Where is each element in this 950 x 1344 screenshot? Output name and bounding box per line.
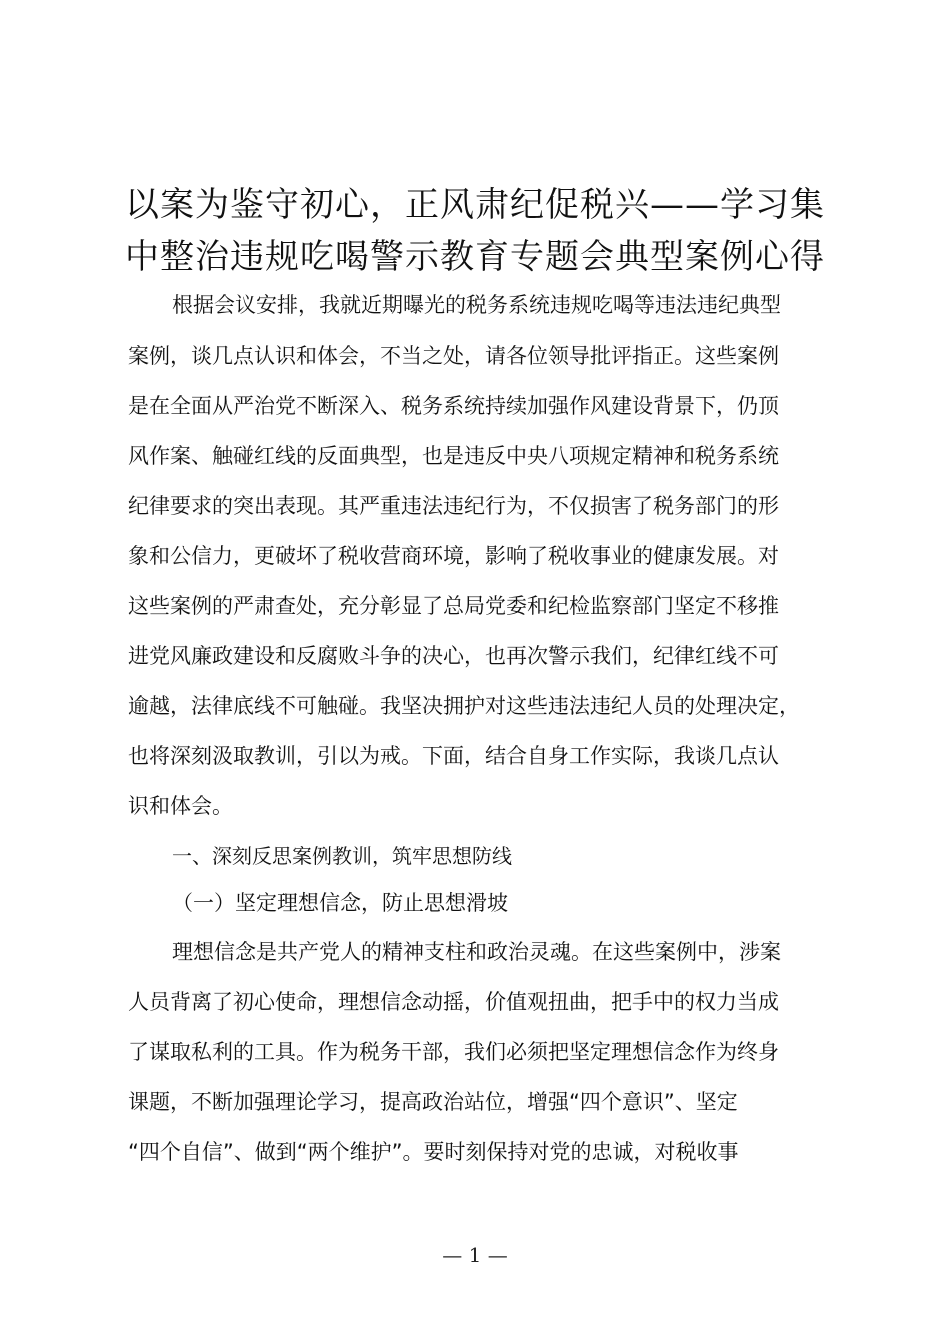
- paragraph-1-line: 风作案、触碰红线的反面典型，也是违反中央八项规定精神和税务系统: [128, 444, 779, 468]
- paragraph-2-line: 课题，不断加强理论学习，提高政治站位，增强“四个意识”、坚定: [128, 1090, 738, 1114]
- paragraph-2-line: 人员背离了初心使命，理想信念动摇，价值观扭曲，把手中的权力当成: [128, 990, 779, 1014]
- paragraph-1-line: 根据会议安排，我就近期曝光的税务系统违规吃喝等违法违纪典型: [172, 293, 781, 317]
- paragraph-1-line: 案例，谈几点认识和体会，不当之处，请各位领导批评指正。这些案例: [128, 344, 779, 368]
- paragraph-1-line: 是在全面从严治党不断深入、税务系统持续加强作风建设背景下，仍顶: [128, 394, 779, 418]
- section-heading: 一、深刻反思案例教训，筑牢思想防线: [172, 844, 512, 868]
- paragraph-2-line: 了谋取私利的工具。作为税务干部，我们必须把坚定理想信念作为终身: [128, 1040, 779, 1064]
- paragraph-1-line: 纪律要求的突出表现。其严重违法违纪行为，不仅损害了税务部门的形: [128, 494, 779, 518]
- subsection-heading: （一）坚定理想信念，防止思想滑坡: [172, 891, 508, 915]
- paragraph-1-line: 逾越，法律底线不可触碰。我坚决拥护对这些违法违纪人员的处理决定，: [128, 694, 800, 718]
- paragraph-1-line: 识和体会。: [128, 794, 233, 818]
- document-title-line-1: 以案为鉴守初心，正风肃纪促税兴——学习集: [125, 185, 825, 225]
- paragraph-1-line: 进党风廉政建设和反腐败斗争的决心，也再次警示我们，纪律红线不可: [128, 644, 779, 668]
- page-number: — 1 —: [442, 1243, 508, 1267]
- paragraph-1-line: 这些案例的严肃查处，充分彰显了总局党委和纪检监察部门坚定不移推: [128, 594, 779, 618]
- document-title-line-2: 中整治违规吃喝警示教育专题会典型案例心得: [125, 237, 825, 277]
- paragraph-2-line: “四个自信”、做到“两个维护”。要时刻保持对党的忠诚，对税收事: [128, 1140, 739, 1164]
- paragraph-1-line: 也将深刻汲取教训，引以为戒。下面，结合自身工作实际，我谈几点认: [128, 744, 779, 768]
- paragraph-2-line: 理想信念是共产党人的精神支柱和政治灵魂。在这些案例中，涉案: [172, 940, 781, 964]
- paragraph-1-line: 象和公信力，更破坏了税收营商环境，影响了税收事业的健康发展。对: [128, 544, 779, 568]
